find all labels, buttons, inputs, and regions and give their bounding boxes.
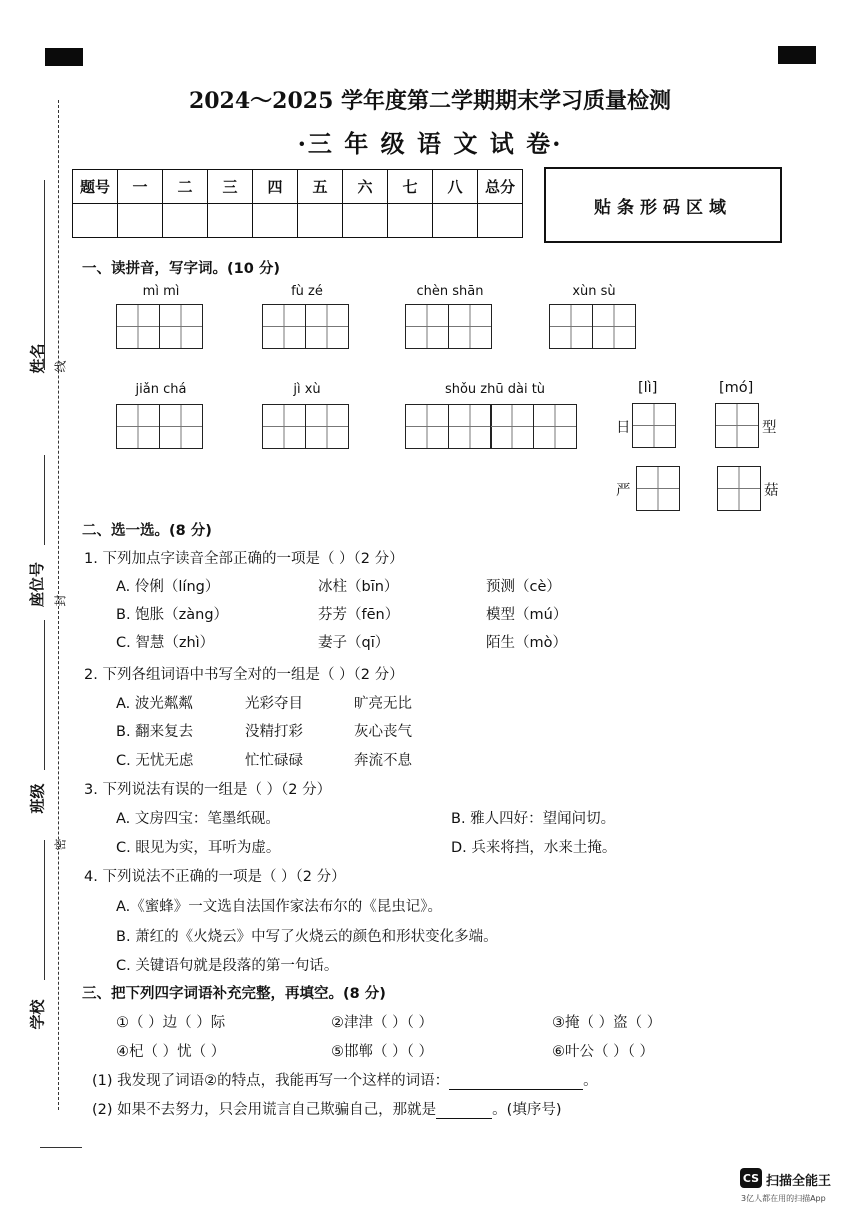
secret-mark: 密 <box>53 838 68 851</box>
score-header-cell: 五 <box>298 170 343 204</box>
q1-option: A. 伶俐（líng） <box>116 579 220 595</box>
watermark-tagline: 3亿人都在用的扫描App <box>741 1194 826 1203</box>
answer-blank-1[interactable] <box>449 1073 583 1090</box>
page-subtitle: ·三 年 级 语 文 试 卷· <box>297 129 563 158</box>
idiom-item: ③掩（ ）盗（ ） <box>552 1015 662 1031</box>
writing-cell[interactable] <box>116 304 160 349</box>
score-value-cell[interactable] <box>163 204 208 238</box>
seat-label: 座位号 <box>28 561 47 608</box>
scanner-logo-icon: CS <box>740 1168 762 1188</box>
score-value-cell[interactable] <box>343 204 388 238</box>
char-yan: 严 <box>616 483 631 499</box>
q2-option: 光彩夺目 <box>245 696 303 712</box>
fill-question-1 <box>92 1069 598 1090</box>
q3-option: A. 文房四宝：笔墨纸砚。 <box>116 811 280 827</box>
score-header-cell: 六 <box>343 170 388 204</box>
writing-cell[interactable] <box>305 304 349 349</box>
score-value-cell[interactable] <box>73 204 118 238</box>
seat-underline <box>44 455 45 545</box>
q1-option: 陌生（mò） <box>486 635 567 651</box>
writing-grid[interactable] <box>549 304 636 349</box>
char-gu: 菇 <box>764 483 779 499</box>
section2-heading: 二、选一选。(8 分) <box>82 523 212 539</box>
score-value-cell[interactable] <box>118 204 163 238</box>
q1-option: 妻子（qī） <box>318 635 390 651</box>
writing-grid[interactable] <box>116 404 203 449</box>
q1-option: C. 智慧（zhì） <box>116 635 215 651</box>
idiom-item: ④杞（ ）忧（ ） <box>116 1044 226 1060</box>
writing-grid[interactable] <box>717 466 761 511</box>
writing-grid[interactable] <box>715 403 759 448</box>
idiom-item: ⑥叶公（ ）（ ） <box>552 1044 654 1060</box>
q4-option: B. 萧红的《火烧云》中写了火烧云的颜色和形状变化多端。 <box>116 929 498 945</box>
writing-cell[interactable] <box>305 404 349 449</box>
q1-option: 芬芳（fēn） <box>318 607 400 623</box>
q2-option: A. 波光粼粼 <box>116 696 193 712</box>
pinyin-label: mì mì <box>142 284 180 299</box>
class-underline <box>44 620 45 770</box>
writing-cell[interactable] <box>448 304 492 349</box>
writing-cell[interactable] <box>632 403 676 448</box>
q4-option: A.《蜜蜂》一文选自法国作家法布尔的《昆虫记》。 <box>116 899 443 915</box>
char-xing: 型 <box>762 420 777 436</box>
writing-cell[interactable] <box>533 404 577 449</box>
fill-question-2-end: 。(填序号) <box>492 1102 562 1118</box>
score-value-cell[interactable] <box>433 204 478 238</box>
bracket-pinyin-li: [lì] <box>638 380 658 396</box>
section3-heading: 三、把下列四字词语补充完整，再填空。(8 分) <box>82 986 386 1002</box>
q3-option: D. 兵来将挡，水来土掩。 <box>451 840 617 856</box>
school-label: 学校 <box>28 999 47 1030</box>
q2-stem: 2. 下列各组词语中书写全对的一组是（ ）（2 分） <box>84 667 404 683</box>
q1-option: B. 饱胀（zàng） <box>116 607 229 623</box>
idiom-item: ①（ ）边（ ）际 <box>116 1015 226 1031</box>
section1-heading: 一、读拼音，写字词。(10 分) <box>82 261 280 277</box>
q1-stem: 1. 下列加点字读音全部正确的一项是（ ）（2 分） <box>84 551 404 567</box>
score-header-cell: 题号 <box>73 170 118 204</box>
q4-option: C. 关键语句就是段落的第一句话。 <box>116 958 339 974</box>
bottom-rule <box>40 1147 82 1148</box>
writing-cell[interactable] <box>636 466 680 511</box>
q1-option: 模型（mú） <box>486 607 568 623</box>
writing-cell[interactable] <box>159 304 203 349</box>
watermark-name: 扫描全能王 <box>766 1174 832 1189</box>
pinyin-label: fù zé <box>291 284 323 299</box>
q2-option: 奔流不息 <box>354 753 412 769</box>
writing-cell[interactable] <box>490 404 534 449</box>
score-header-cell: 总分 <box>478 170 523 204</box>
score-value-cell[interactable] <box>208 204 253 238</box>
writing-cell[interactable] <box>116 404 160 449</box>
writing-cell[interactable] <box>262 304 306 349</box>
name-label: 姓名 <box>28 343 47 374</box>
pinyin-label: xùn sù <box>572 284 616 299</box>
writing-grid[interactable] <box>636 466 680 511</box>
score-header-cell: 八 <box>433 170 478 204</box>
writing-cell[interactable] <box>159 404 203 449</box>
q1-option: 冰柱（bīn） <box>318 579 399 595</box>
idiom-item: ⑤邯郸（ ）（ ） <box>331 1044 433 1060</box>
writing-cell[interactable] <box>715 403 759 448</box>
corner-mark-left <box>45 48 83 66</box>
q1-option: 预测（cè） <box>486 579 561 595</box>
pinyin-label: chèn shān <box>416 284 484 299</box>
fill-question-2 <box>92 1098 561 1119</box>
score-value-row <box>73 204 523 238</box>
writing-grid[interactable] <box>632 403 676 448</box>
score-table <box>72 169 523 238</box>
score-header-cell: 三 <box>208 170 253 204</box>
name-underline <box>44 180 45 370</box>
score-value-cell[interactable] <box>253 204 298 238</box>
class-label: 班级 <box>28 783 47 814</box>
score-value-cell[interactable] <box>478 204 523 238</box>
score-header-cell: 一 <box>118 170 163 204</box>
writing-cell[interactable] <box>592 304 636 349</box>
writing-grid[interactable] <box>116 304 203 349</box>
char-ri: 日 <box>616 420 631 436</box>
score-header-cell: 四 <box>253 170 298 204</box>
pinyin-label: jiǎn chá <box>135 382 187 397</box>
q3-option: C. 眼见为实，耳听为虚。 <box>116 840 281 856</box>
barcode-label: 贴条形码区域 <box>594 197 732 218</box>
writing-grid[interactable] <box>405 404 577 449</box>
writing-cell[interactable] <box>405 304 449 349</box>
page-title: 2024～2025 学年度第二学期期末学习质量检测 <box>188 88 672 114</box>
writing-cell[interactable] <box>405 404 449 449</box>
q3-stem: 3. 下列说法有误的一组是（ ）（2 分） <box>84 782 332 798</box>
fill-question-2-text: (2) 如果不去努力，只会用谎言自己欺骗自己，那就是 <box>92 1102 437 1118</box>
writing-grid[interactable] <box>262 404 349 449</box>
q2-option: 没精打彩 <box>245 724 303 740</box>
score-header-cell: 二 <box>163 170 208 204</box>
pinyin-label: shǒu zhū dài tù <box>444 382 546 397</box>
fill-question-1-end: 。 <box>583 1073 598 1089</box>
line-mark: 线 <box>53 360 68 373</box>
q2-option: 忙忙碌碌 <box>245 753 303 769</box>
writing-cell[interactable] <box>448 404 492 449</box>
barcode-area <box>544 167 782 243</box>
score-header-row <box>73 170 523 204</box>
writing-cell[interactable] <box>262 404 306 449</box>
writing-cell[interactable] <box>717 466 761 511</box>
q2-option: 旷亮无比 <box>354 696 412 712</box>
pinyin-label: jì xù <box>293 382 321 397</box>
seal-mark: 封 <box>53 594 68 607</box>
writing-cell[interactable] <box>549 304 593 349</box>
idiom-item: ②津津（ ）（ ） <box>331 1015 433 1031</box>
score-value-cell[interactable] <box>388 204 433 238</box>
q2-option: 灰心丧气 <box>354 724 412 740</box>
q2-option: C. 无忧无虑 <box>116 753 194 769</box>
q4-stem: 4. 下列说法不正确的一项是（ ）（2 分） <box>84 869 346 885</box>
q2-option: B. 翻来复去 <box>116 724 194 740</box>
q3-option: B. 雅人四好：望闻问切。 <box>451 811 616 827</box>
bracket-pinyin-mo: [mó] <box>719 380 754 396</box>
writing-grid[interactable] <box>262 304 349 349</box>
score-value-cell[interactable] <box>298 204 343 238</box>
score-header-cell: 七 <box>388 170 433 204</box>
answer-blank-2[interactable] <box>436 1102 492 1119</box>
school-underline <box>44 840 45 980</box>
fill-question-1-text: (1) 我发现了词语②的特点，我能再写一个这样的词语： <box>92 1073 450 1089</box>
writing-grid[interactable] <box>405 304 492 349</box>
corner-mark-right <box>778 46 816 64</box>
